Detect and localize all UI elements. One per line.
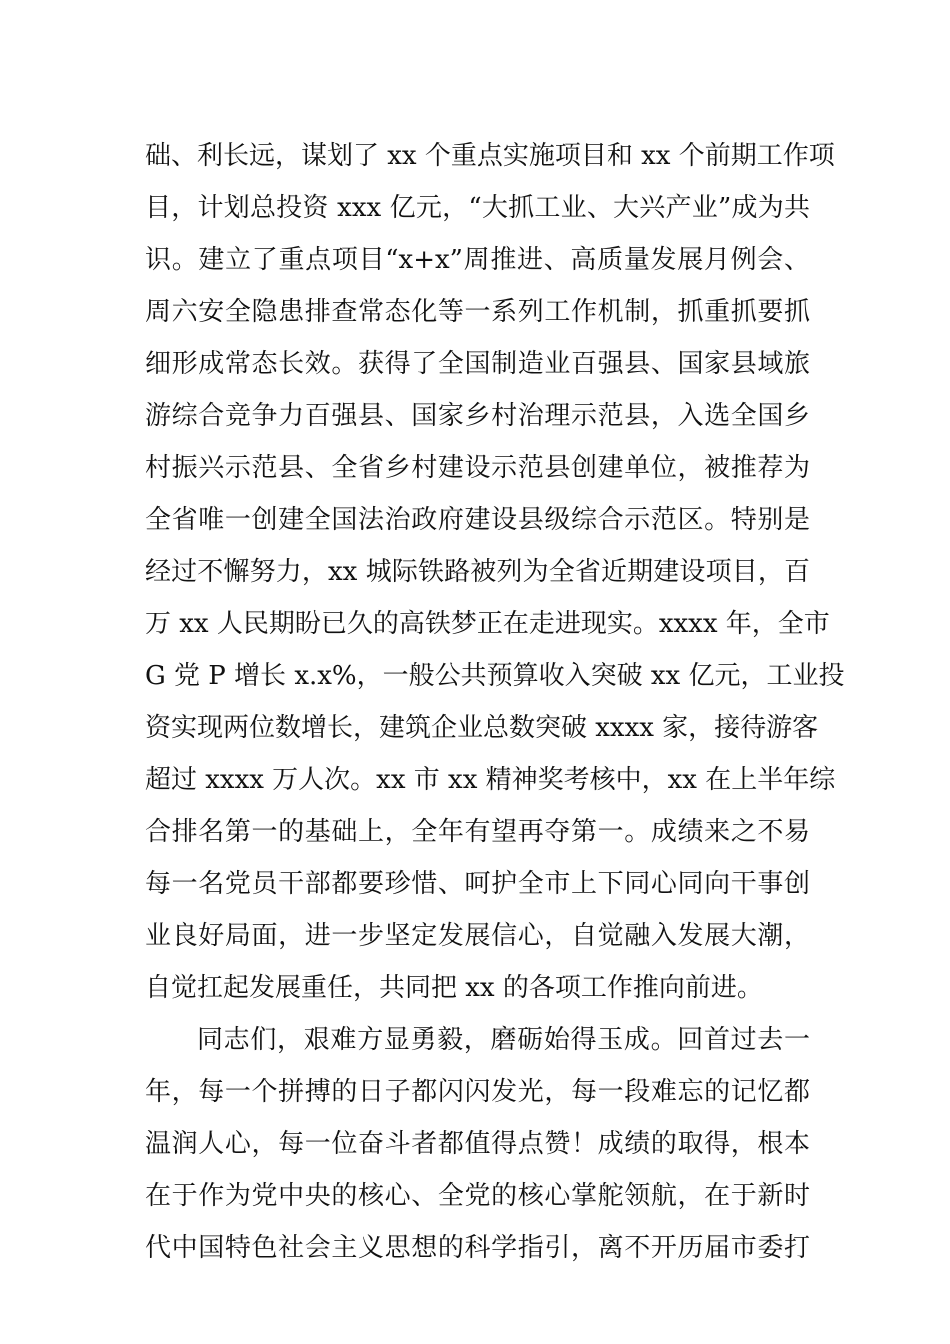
- text-line: 细形成常态长效。获得了全国制造业百强县、国家县域旅: [145, 349, 810, 379]
- paragraph: [145, 130, 845, 1014]
- text-line: 经过不懈努力，xx 城际铁路被列为全省近期建设项目，百: [145, 557, 810, 587]
- text-line: 超过 xxxx 万人次。xx 市 xx 精神奖考核中，xx 在上半年综: [145, 765, 836, 795]
- text-line: 全省唯一创建全国法治政府建设县级综合示范区。特别是: [145, 505, 810, 535]
- text-line: 识。建立了重点项目“x+x”周推进、高质量发展月例会、: [145, 245, 810, 275]
- text-line: 资实现两位数增长，建筑企业总数突破 xxxx 家，接待游客: [145, 713, 819, 743]
- text-line: 业良好局面，进一步坚定发展信心，自觉融入发展大潮，: [145, 921, 810, 951]
- text-line: 每一名党员干部都要珍惜、呵护全市上下同心同向干事创: [145, 869, 810, 899]
- text-line: 周六安全隐患排查常态化等一系列工作机制，抓重抓要抓: [145, 297, 810, 327]
- text-line: 游综合竞争力百强县、国家乡村治理示范县，入选全国乡: [145, 401, 810, 431]
- text-line: 目，计划总投资 xxx 亿元，“大抓工业、大兴产业”成为共: [145, 193, 810, 223]
- text-line: 温润人心，每一位奋斗者都值得点赞！成绩的取得，根本: [145, 1129, 810, 1159]
- text-line: 自觉扛起发展重任，共同把 xx 的各项工作推向前进。: [145, 973, 763, 1003]
- text-line: 础、利长远，谋划了 xx 个重点实施项目和 xx 个前期工作项: [145, 141, 835, 171]
- text-line: G 党 P 增长 x.x%，一般公共预算收入突破 xx 亿元，工业投: [145, 661, 845, 691]
- text-line: 村振兴示范县、全省乡村建设示范县创建单位，被推荐为: [145, 453, 810, 483]
- text-line: 万 xx 人民期盼已久的高铁梦正在走进现实。xxxx 年，全市: [145, 609, 830, 639]
- text-line: 同志们，艰难方显勇毅，磨砺始得玉成。回首过去一: [197, 1025, 810, 1055]
- text-line: 代中国特色社会主义思想的科学指引，离不开历届市委打: [145, 1233, 810, 1263]
- text-line: 在于作为党中央的核心、全党的核心掌舵领航，在于新时: [145, 1181, 810, 1211]
- text-line: 年，每一个拼搏的日子都闪闪发光，每一段难忘的记忆都: [145, 1077, 810, 1107]
- paragraph: [145, 1014, 810, 1274]
- text-line: 合排名第一的基础上，全年有望再夺第一。成绩来之不易: [145, 817, 810, 847]
- body-text: [145, 130, 845, 1274]
